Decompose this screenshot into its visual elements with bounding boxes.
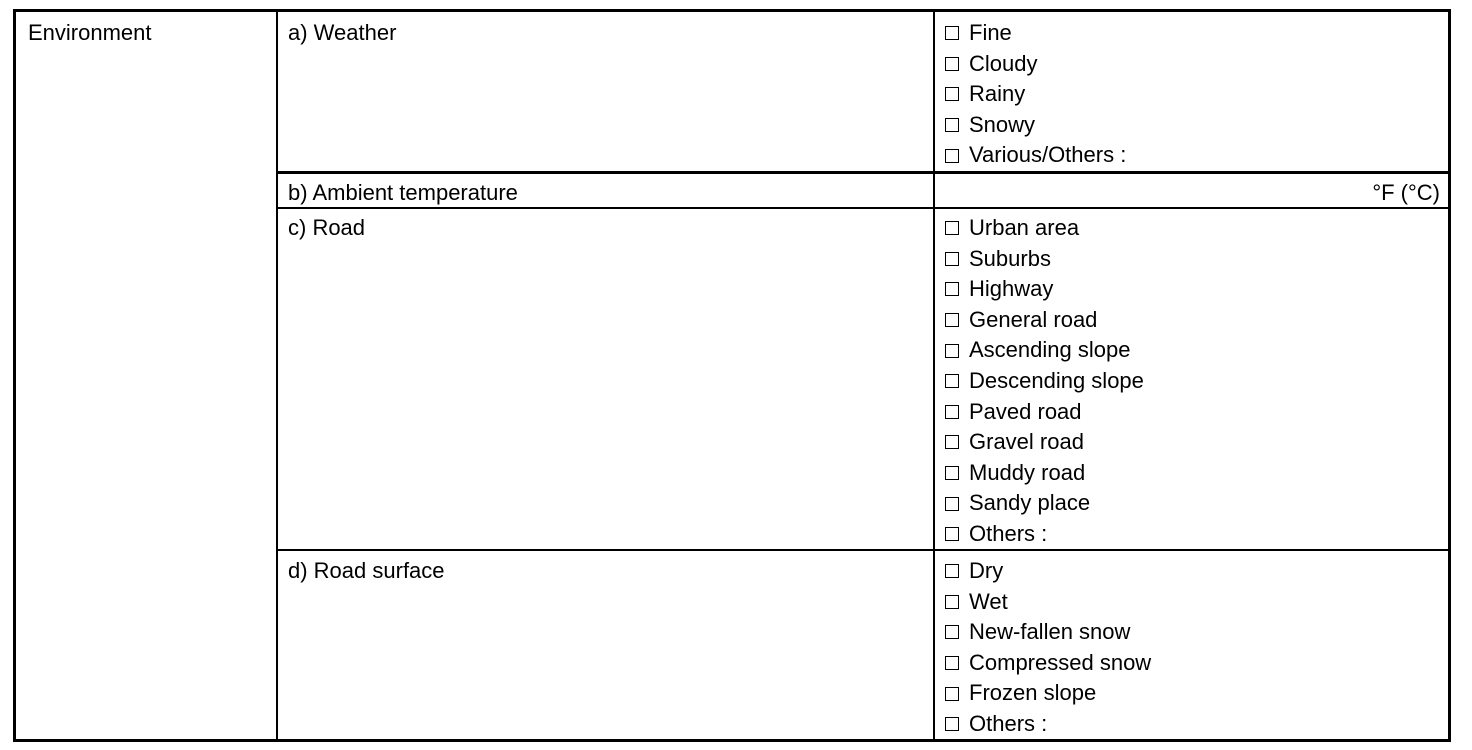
road-surface-label: d) Road surface [288,558,445,583]
weather-option-others[interactable] [945,140,1126,171]
checkbox[interactable] [945,344,959,358]
surface-option-dry[interactable] [945,556,1151,587]
road-option-general-road[interactable] [945,305,1144,336]
checkbox[interactable] [945,687,959,701]
option-label: Urban area [969,215,1080,240]
option-label: Fine [969,20,1012,45]
surface-option-others[interactable] [945,709,1151,740]
option-label: Paved road [969,398,1082,424]
road-option-others[interactable] [945,519,1144,550]
road-option-highway[interactable] [945,274,1144,305]
option-label: Suburbs [969,245,1051,271]
weather-options [945,18,1126,171]
checkbox[interactable] [945,466,959,480]
checkbox[interactable] [945,26,959,40]
surface-option-frozen-slope[interactable] [945,678,1151,709]
checkbox[interactable] [945,374,959,388]
temperature-label: b) Ambient temperature [288,180,518,205]
road-option-urban-area[interactable] [945,213,1144,244]
road-option-paved-road[interactable] [945,397,1144,428]
option-label: General road [969,306,1098,332]
surface-option-wet[interactable] [945,587,1151,618]
option-label: Highway [969,276,1054,302]
column-divider-2 [933,12,935,739]
checkbox[interactable] [945,221,959,235]
option-label: Cloudy [969,50,1038,76]
column-divider-1 [276,12,278,739]
option-label: Various/Others : [969,142,1127,168]
temperature-unit: °F (°C) [1372,180,1440,205]
surface-option-new-fallen-snow[interactable] [945,617,1151,648]
option-label: Ascending slope [969,337,1131,363]
option-label: Snowy [969,111,1036,137]
surface-option-compressed-snow[interactable] [945,648,1151,679]
weather-option-snowy[interactable] [945,110,1126,141]
checkbox[interactable] [945,405,959,419]
checkbox[interactable] [945,435,959,449]
option-label: Descending slope [969,367,1144,393]
option-label: Others : [969,710,1048,736]
row-divider-weather [277,171,1448,174]
road-option-ascending-slope[interactable] [945,335,1144,366]
row-divider-road [277,549,1448,551]
option-label: Sandy place [969,490,1091,516]
checkbox[interactable] [945,313,959,327]
weather-option-cloudy[interactable] [945,49,1126,80]
checkbox[interactable] [945,57,959,71]
option-label: Wet [969,588,1008,614]
checkbox[interactable] [945,118,959,132]
environment-form [13,9,1451,742]
road-option-gravel-road[interactable] [945,427,1144,458]
checkbox[interactable] [945,149,959,163]
option-label: Muddy road [969,459,1086,485]
checkbox[interactable] [945,252,959,266]
checkbox[interactable] [945,625,959,639]
checkbox[interactable] [945,595,959,609]
road-option-descending-slope[interactable] [945,366,1144,397]
checkbox[interactable] [945,282,959,296]
road-label: c) Road [288,215,366,240]
option-label: Rainy [969,81,1026,107]
weather-option-fine[interactable] [945,18,1126,49]
temperature-value-field[interactable] [937,175,1367,205]
road-option-sandy-place[interactable] [945,488,1144,519]
checkbox[interactable] [945,717,959,731]
section-label-environment: Environment [28,20,152,45]
road-options [945,213,1144,550]
checkbox[interactable] [945,656,959,670]
road-option-suburbs[interactable] [945,244,1144,275]
road-surface-options [945,556,1151,740]
option-label: New-fallen snow [969,619,1131,645]
checkbox[interactable] [945,564,959,578]
option-label: Compressed snow [969,649,1152,675]
weather-label: a) Weather [288,20,397,45]
option-label: Frozen slope [969,680,1097,706]
option-label: Dry [969,558,1004,583]
option-label: Others : [969,520,1048,546]
option-label: Gravel road [969,429,1084,455]
checkbox[interactable] [945,497,959,511]
weather-option-rainy[interactable] [945,79,1126,110]
checkbox[interactable] [945,87,959,101]
road-option-muddy-road[interactable] [945,458,1144,489]
checkbox[interactable] [945,527,959,541]
